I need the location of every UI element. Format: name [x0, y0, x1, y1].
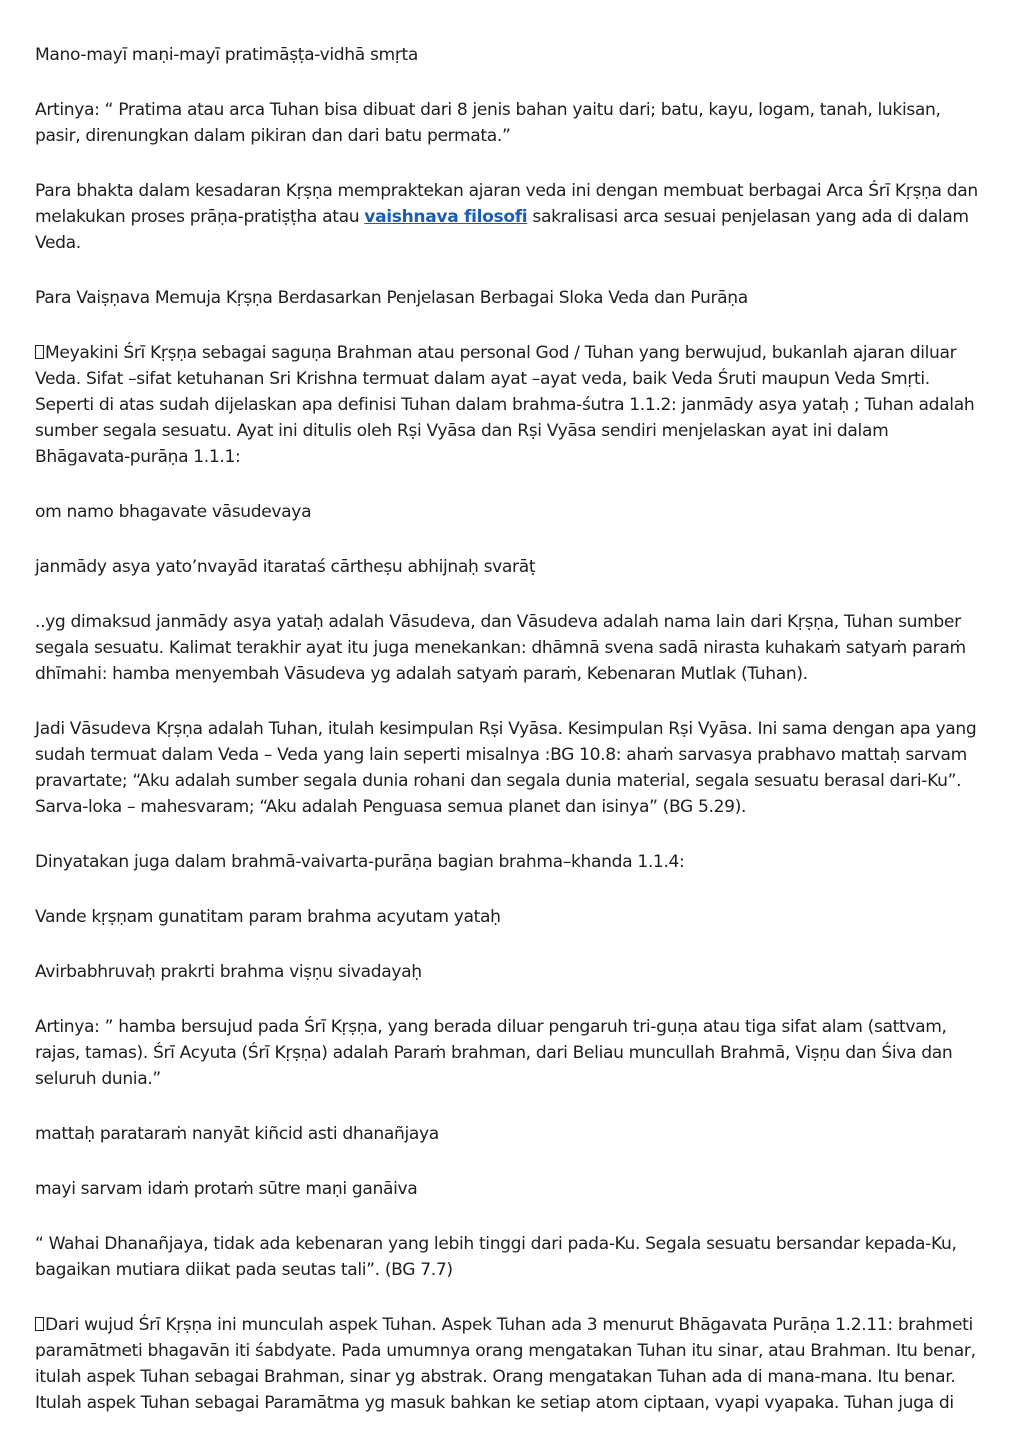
section-heading-line: Para Vaiṣṇava Memuja Kṛṣṇa Berdasarkan Penjelasan Berbagai Sloka Veda dan Purāṇa — [35, 288, 748, 308]
box-glyph-icon — [35, 1317, 44, 1331]
sloka-line: Mano-mayī maṇi-mayī pratimāṣṭa-vidhā smṛta — [35, 45, 418, 65]
sloka-line: janmādy asya yato’nvayād itarataś cārtheṣu abhijnaḥ svarāṭ — [35, 557, 536, 577]
sloka-line: mattaḥ parataraṁ nanyāt kiñcid asti dhanañjaya — [35, 1124, 439, 1144]
body-paragraph-vasudeva: ..yg dimaksud janmādy asya yataḥ adalah Vāsudeva, dan Vāsudeva adalah nama lain dari Kṛṣṇa, Tuhan sumber segala sesuatu. Kalimat terakhir ayat itu juga menekankan: dhāmnā svena sadā nirasta kuhakaṁ satyaṁ paraṁ dhīmahi: hamba menyembah Vāsudeva yg adalah satyaṁ paraṁ, Kebenaran Mutlak (Tuhan). — [35, 612, 966, 684]
body-paragraph-aspek-tuhan — [35, 1312, 988, 1416]
translation-paragraph: Artinya: ” hamba bersujud pada Śrī Kṛṣṇa, yang berada diluar pengaruh tri-guṇa atau tiga sifat alam (sattvam, rajas, tamas). Śrī Acyuta (Śrī Kṛṣṇa) adalah Paraṁ brahman, dari Beliau muncullah Brahmā, Viṣṇu dan Śiva dan seluruh dunia.” — [35, 1017, 953, 1089]
translation-paragraph: Artinya: “ Pratima atau arca Tuhan bisa dibuat dari 8 jenis bahan yaitu dari; batu, kayu, logam, tanah, lukisan, pasir, direnungkan dalam pikiran dan dari batu permata.” — [35, 100, 941, 146]
translation-paragraph: “ Wahai Dhanañjaya, tidak ada kebenaran yang lebih tinggi dari pada-Ku. Segala sesuatu bersandar kepada-Ku, bagaikan mutiara diikat pada seutas tali”. (BG 7.7) — [35, 1234, 957, 1280]
paragraph-text: Meyakini Śrī Kṛṣṇa sebagai saguṇa Brahman atau personal God / Tuhan yang berwujud, bukanlah ajaran diluar Veda. Sifat –sifat ketuhanan Sri Krishna termuat dalam ayat –ayat veda, baik Veda Śruti maupun Veda Smṛti. Seperti di atas sudah dijelaskan apa definisi Tuhan dalam brahma-śutra 1.1.2: janmādy asya yataḥ ; Tuhan adalah sumber segala sesuatu. Ayat ini ditulis oleh Rṣi Vyāsa dan Rṣi Vyāsa sendiri menjelaskan ayat ini dalam Bhāgavata-purāṇa 1.1.1: — [35, 343, 975, 467]
sloka-line: mayi sarvam idaṁ protaṁ sūtre maṇi ganāiva — [35, 1179, 418, 1199]
body-paragraph-kesimpulan: Jadi Vāsudeva Kṛṣṇa adalah Tuhan, itulah kesimpulan Rṣi Vyāsa. Kesimpulan Rṣi Vyāsa. Ini sama dengan apa yang sudah termuat dalam Veda – Veda yang lain seperti misalnya :BG 10.8: ahaṁ sarvasya prabhavo mattaḥ sarvam pravartate; “Aku adalah sumber segala dunia rohani dan segala dunia material, segala sesuatu berasal dari-Ku”. Sarva-loka – mahesvaram; “Aku adalah Penguasa semua planet dan isinya” (BG 5.29). — [35, 719, 977, 817]
body-paragraph-saguna — [35, 340, 988, 470]
vaishnava-filosofi-link[interactable]: vaishnava filosofi — [364, 207, 528, 227]
sloka-line: Avirbabhruvaḥ prakrti brahma viṣṇu sivadayaḥ — [35, 962, 422, 982]
paragraph-text: sakralisasi arca sesuai penjelasan yang ada di dalam Veda. — [35, 207, 969, 253]
sloka-line: om namo bhagavate vāsudevaya — [35, 502, 312, 522]
paragraph-text: Para bhakta dalam kesadaran Kṛṣṇa mempraktekan ajaran veda ini dengan membuat berbagai Arca Śrī Kṛṣṇa dan melakukan proses prāṇa-pratiṣṭha atau — [35, 181, 978, 227]
sloka-line: Vande kṛṣṇam gunatitam param brahma acyutam yataḥ — [35, 907, 501, 927]
body-paragraph-arca — [35, 178, 988, 256]
paragraph-text: Dari wujud Śrī Kṛṣṇa ini munculah aspek Tuhan. Aspek Tuhan ada 3 menurut Bhāgavata Purāṇa 1.2.11: brahmeti paramātmeti bhagavān iti śabdyate. Pada umumnya orang mengatakan Tuhan itu sinar, atau Brahman. Itu benar, itulah aspek Tuhan sebagai Brahman, sinar yg abstrak. Orang mengatakan Tuhan ada di mana-mana. Itu benar. Itulah aspek Tuhan sebagai Paramātma yg masuk bahkan ke setiap atom ciptaan, vyapi vyapaka. Tuhan juga di — [35, 1315, 976, 1413]
body-paragraph-reference: Dinyatakan juga dalam brahmā-vaivarta-purāṇa bagian brahma–khanda 1.1.4: — [35, 852, 685, 872]
box-glyph-icon — [35, 345, 44, 359]
